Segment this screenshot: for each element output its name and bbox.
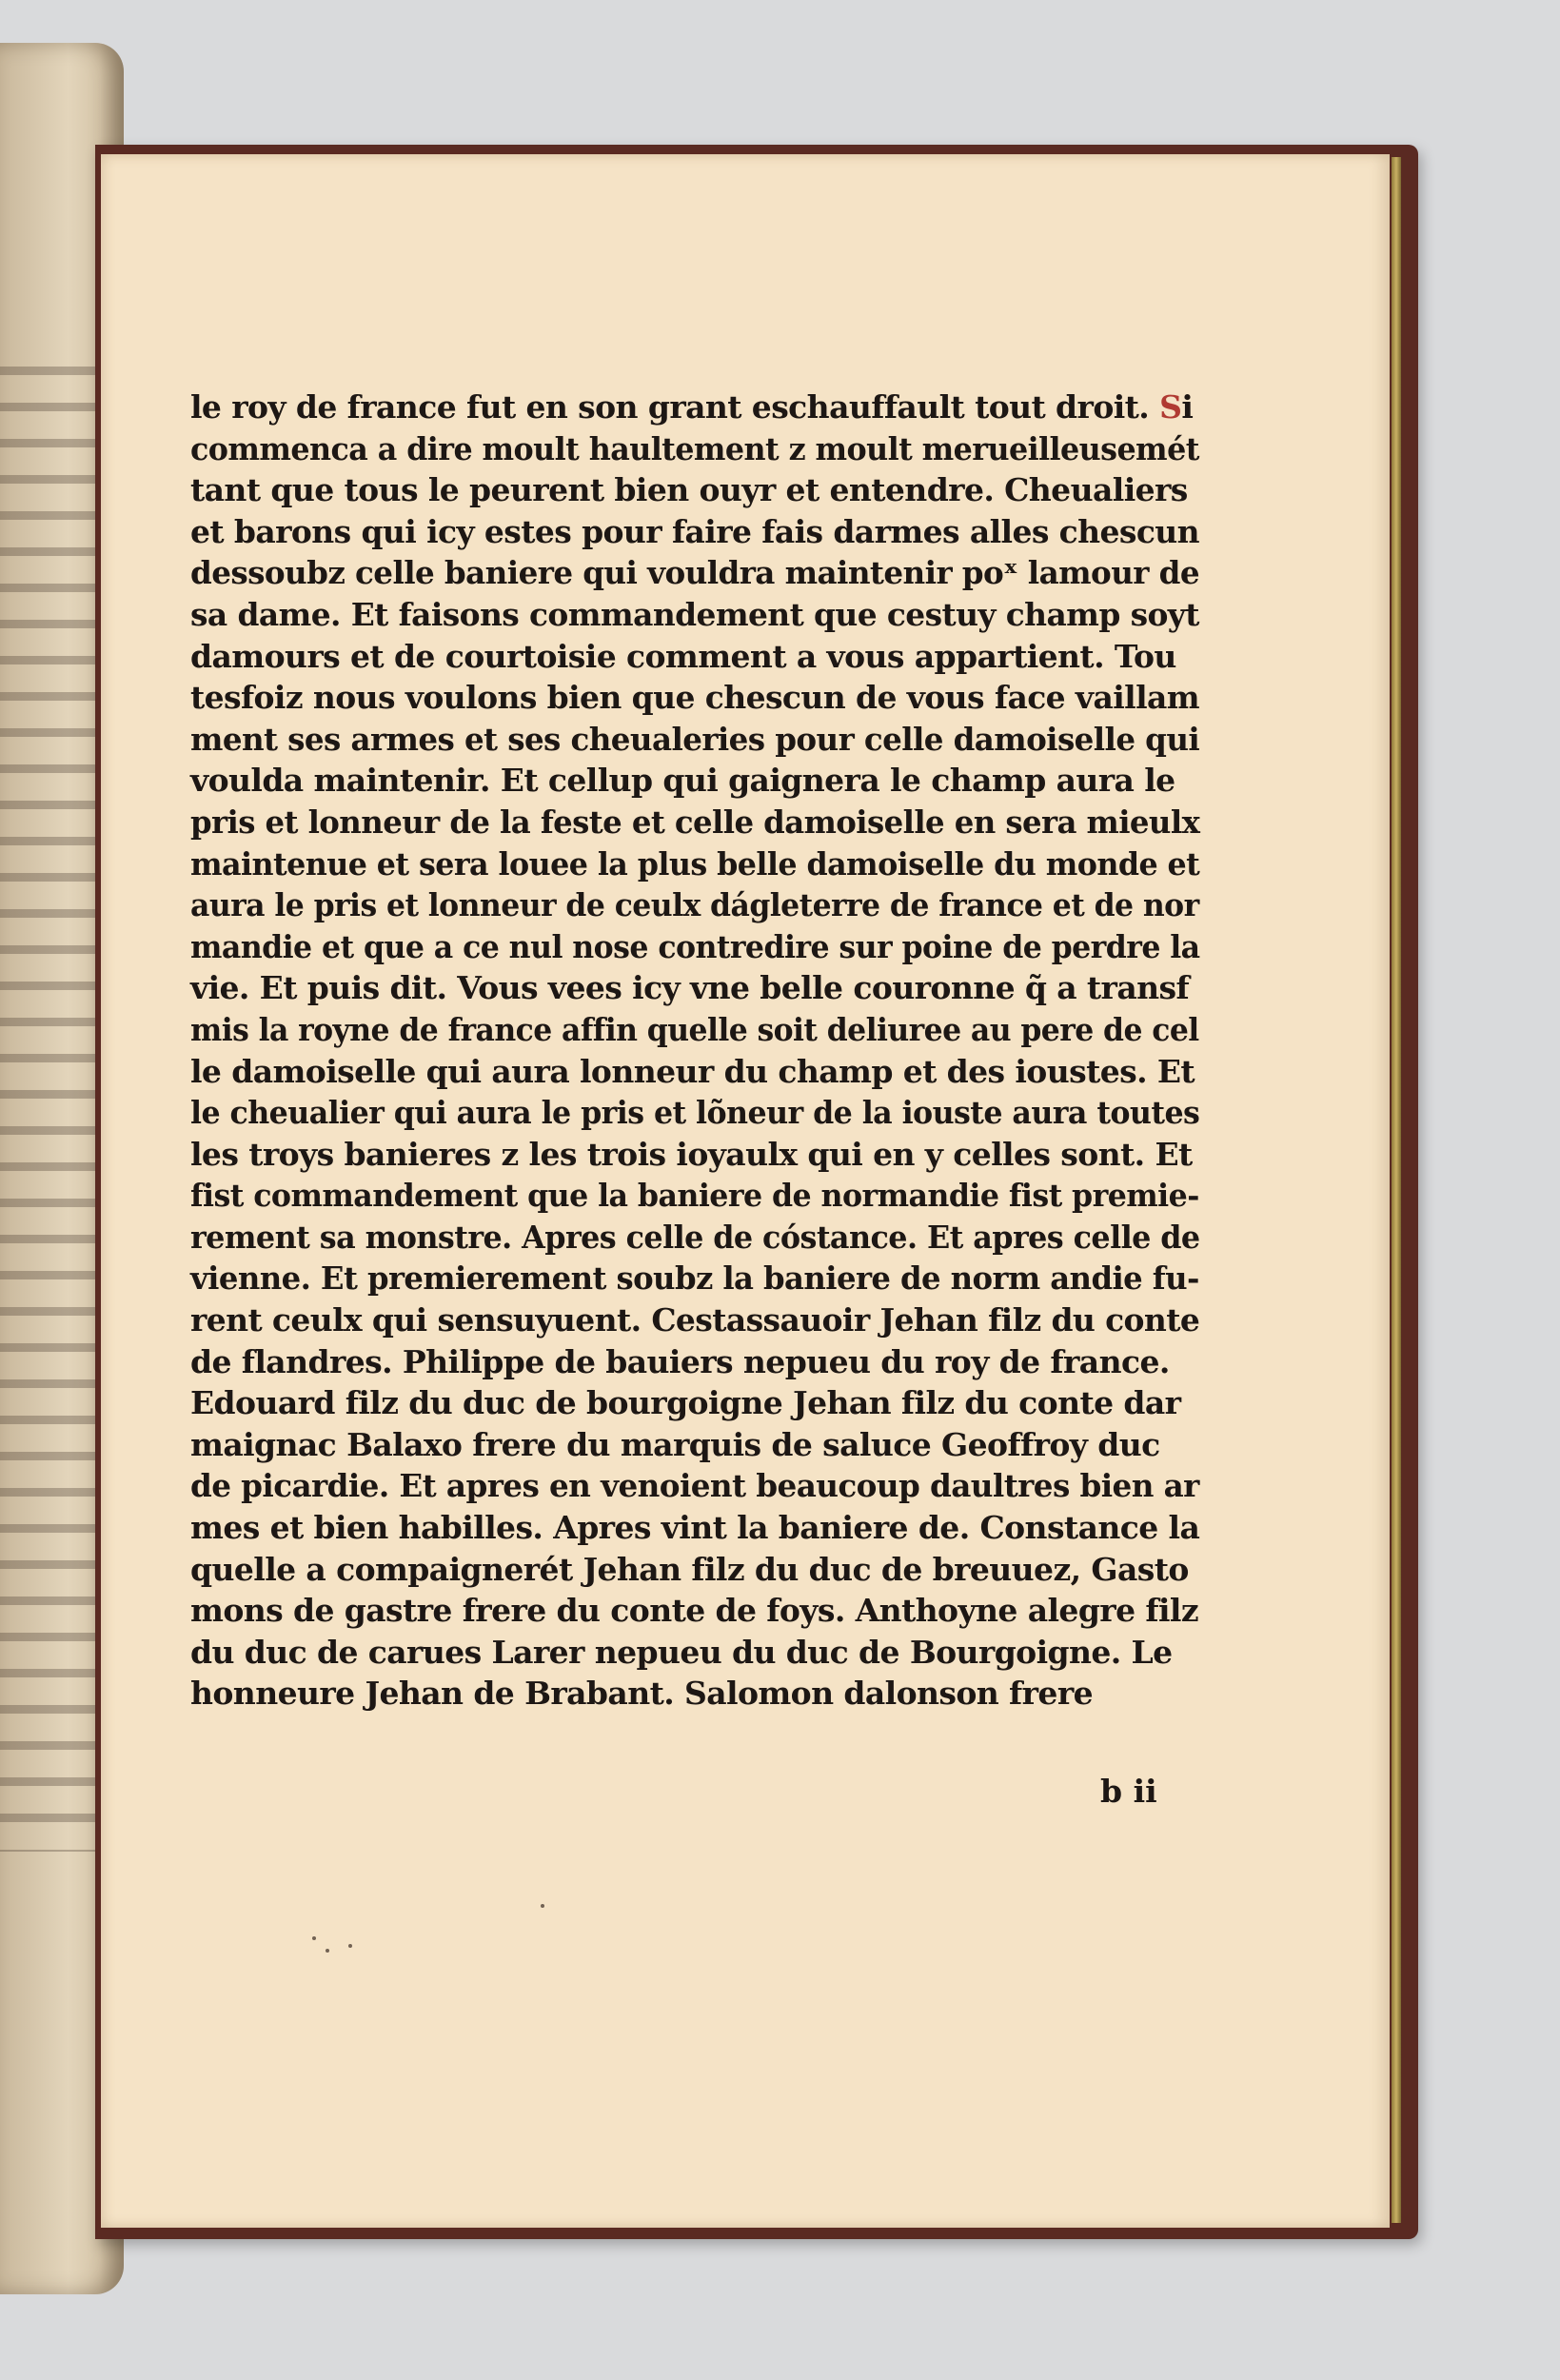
text-line: maintenue et sera louee la plus belle damoiselle du monde et: [190, 844, 1200, 883]
text-line: mons de gastre frere du conte de foys. Anthoyne alegre filz: [190, 1592, 1198, 1630]
text-line: voulda maintenir. Et cellup qui gaignera le champ aura le: [190, 762, 1175, 800]
text-line: le roy de france fut en son grant eschauffault tout droit. Si: [190, 388, 1194, 426]
text-line: sa dame. Et faisons commandement que cestuy champ soyt: [190, 595, 1199, 633]
text-line: de picardie. Et apres en venoient beaucoup daultres bien ar: [190, 1467, 1199, 1505]
ink-speck: [541, 1904, 544, 1908]
ink-speck: [312, 1936, 316, 1940]
text-line: Edouard filz du duc de bourgoigne Jehan filz du conte dar: [190, 1384, 1181, 1422]
text-line: honneure Jehan de Brabant. Salomon dalonson frere: [190, 1675, 1093, 1713]
ink-speck: [348, 1944, 352, 1948]
text-line: rement sa monstre. Apres celle de cóstance. Et apres celle de: [190, 1218, 1200, 1256]
book-page: [101, 154, 1390, 2228]
text-line: dessoubz celle baniere qui vouldra maintenir poˣ lamour de: [190, 554, 1200, 592]
page-text-block: [190, 387, 1199, 1715]
signature-mark: b ii: [1100, 1773, 1157, 1810]
text-line: ment ses armes et ses cheualeries pour celle damoiselle qui: [190, 720, 1200, 758]
text-line: le damoiselle qui aura lonneur du champ et des ioustes. Et: [190, 1052, 1195, 1090]
cover-gilt-edge: [1392, 157, 1401, 2223]
text-line: damours et de courtoisie comment a vous appartient. Tou: [190, 637, 1176, 675]
text-line: tant que tous le peurent bien ouyr et entendre. Cheualiers: [190, 471, 1188, 509]
text-line: vienne. Et premierement soubz la baniere de norm andie fu-: [190, 1259, 1199, 1298]
text-line: pris et lonneur de la feste et celle damoiselle en sera mieulx: [190, 803, 1200, 841]
ink-speck: [326, 1949, 329, 1953]
text-line: de flandres. Philippe de bauiers nepueu du roy de france.: [190, 1342, 1170, 1380]
text-line: fist commandement que la baniere de normandie fist premie-: [190, 1177, 1199, 1215]
text-line: mis la royne de france affin quelle soit deliuree au pere de cel: [190, 1010, 1199, 1048]
text-line: le cheualier qui aura le pris et lõneur de la iouste aura toutes: [190, 1094, 1200, 1132]
text-line: commenca a dire moult haultement z moult merueilleusemét: [190, 429, 1199, 467]
text-line: maignac Balaxo frere du marquis de saluce Geoffroy duc: [190, 1425, 1160, 1463]
text-line: tesfoiz nous voulons bien que chescun de vous face vaillam: [190, 679, 1200, 717]
text-line: mandie et que a ce nul nose contredire sur poine de perdre la: [190, 927, 1200, 965]
text-line: rent ceulx qui sensuyuent. Cestassauoir Jehan filz du conte: [190, 1301, 1200, 1339]
text-line: et barons qui icy estes pour faire fais darmes alles chescun: [190, 512, 1200, 550]
red-rubric-initial: S: [1159, 388, 1182, 426]
text-line: mes et bien habilles. Apres vint la baniere de. Constance la: [190, 1509, 1200, 1547]
text-line: aura le pris et lonneur de ceulx dágleterre de france et de nor: [190, 886, 1199, 924]
text-line: les troys banieres z les trois ioyaulx qui en y celles sont. Et: [190, 1135, 1193, 1173]
text-line: du duc de carues Larer nepueu du duc de Bourgoigne. Le: [190, 1633, 1173, 1671]
text-line: quelle a compaignerét Jehan filz du duc de breuuez, Gasto: [190, 1550, 1189, 1588]
text-line: vie. Et puis dit. Vous vees icy vne belle couronne q̃ a transf: [190, 969, 1190, 1007]
